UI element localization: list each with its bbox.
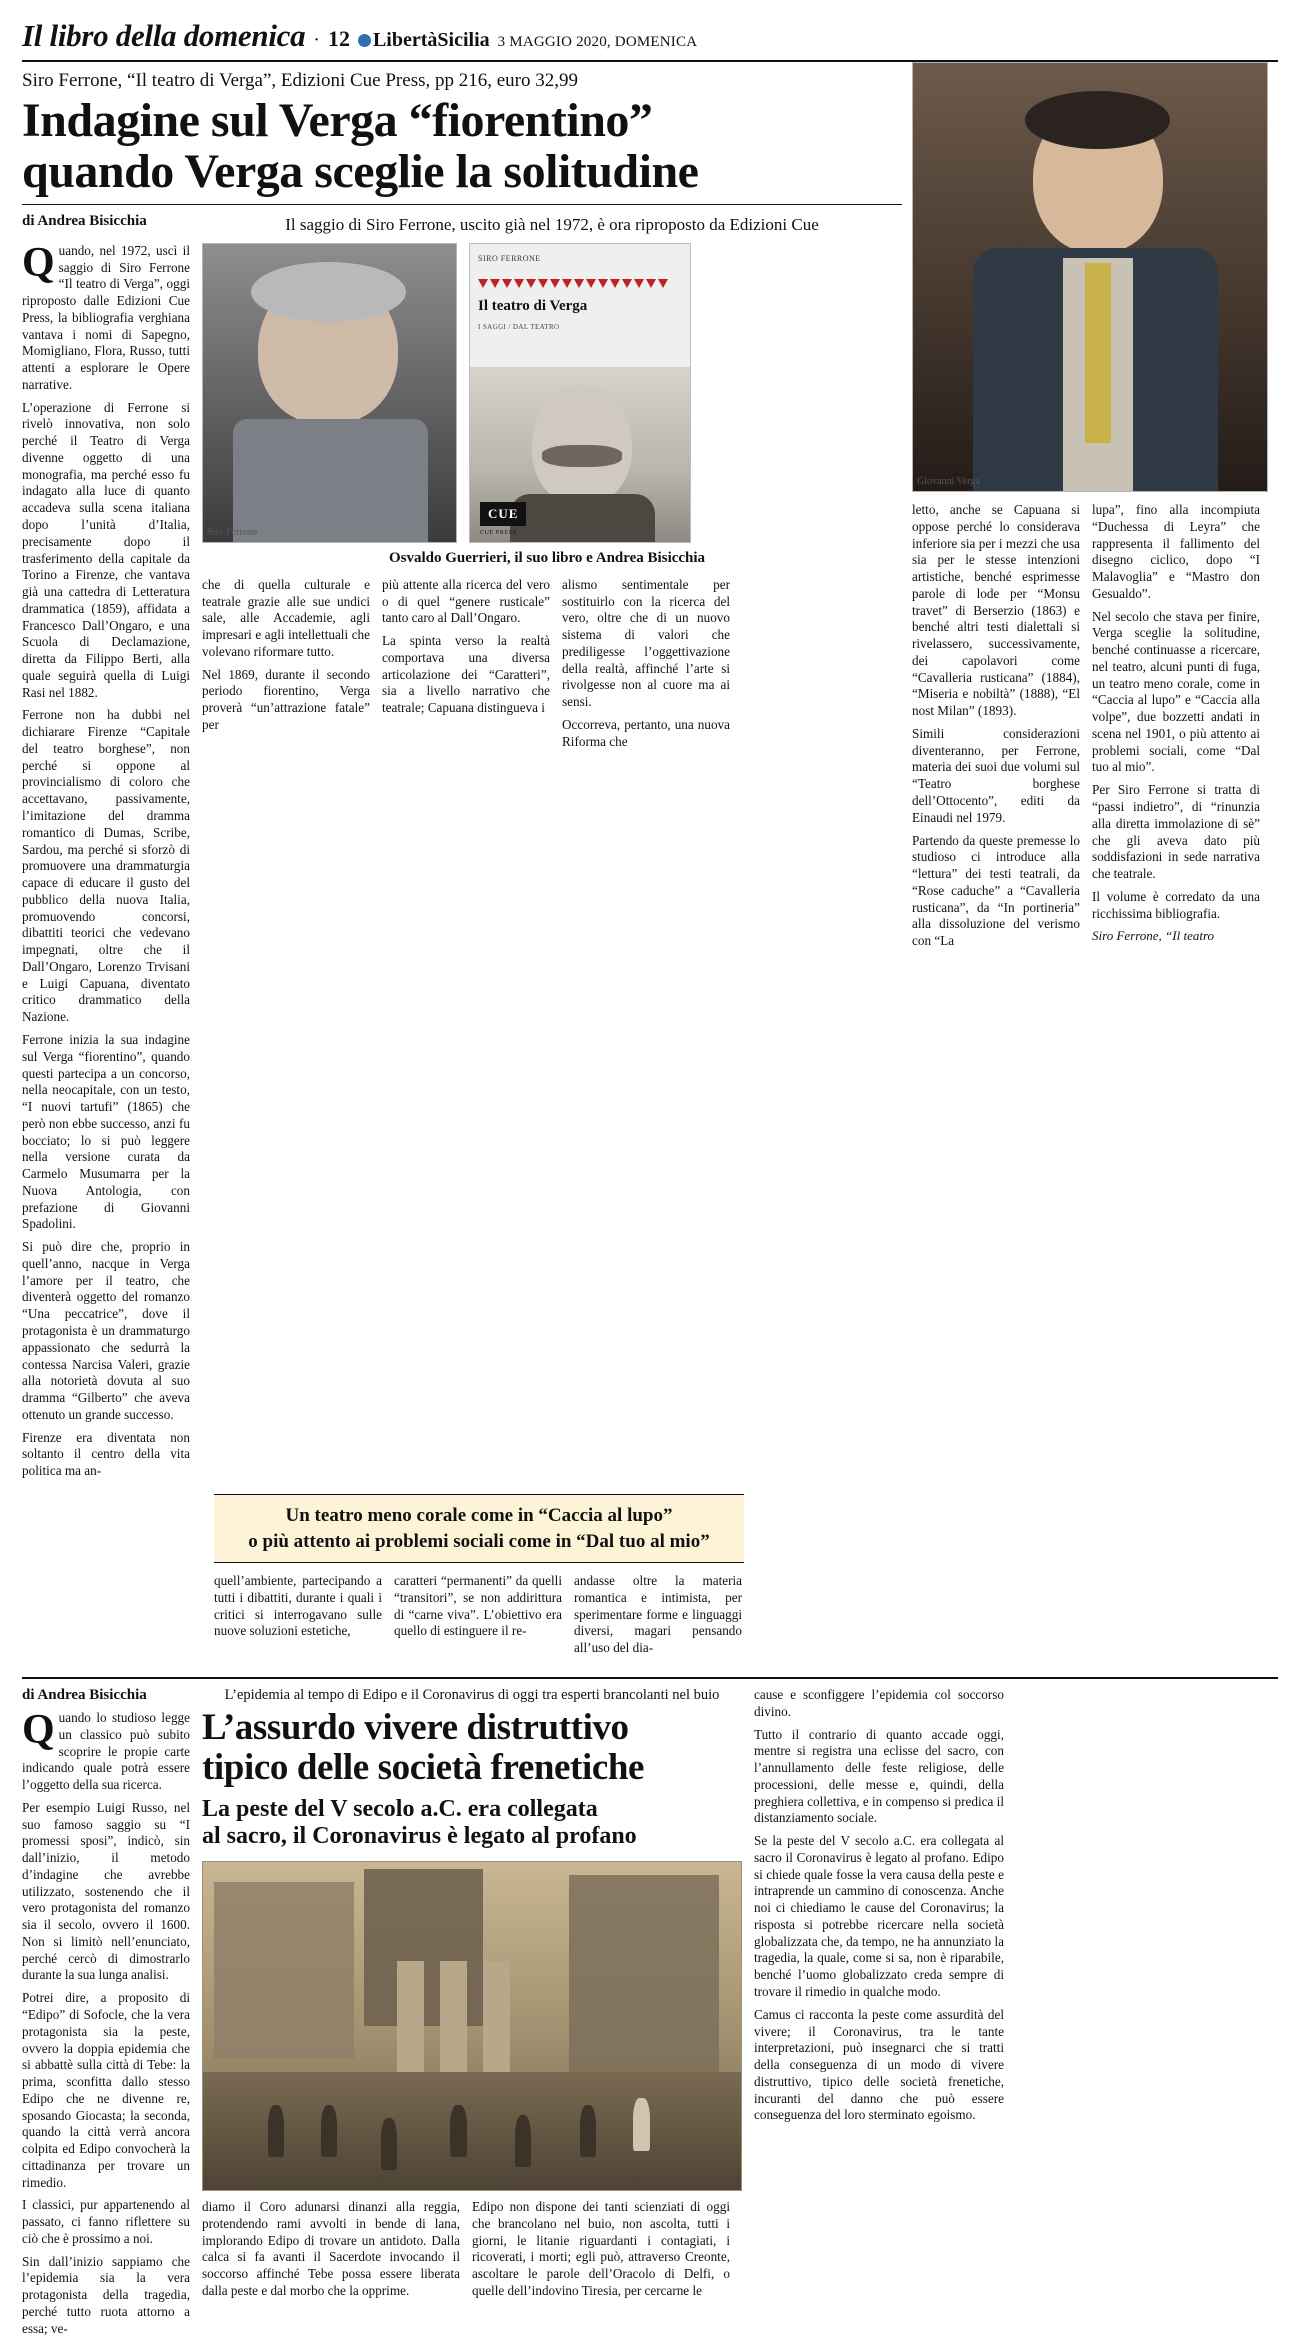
cover-decoration (478, 279, 682, 288)
article-headline (22, 96, 902, 198)
paragraph: I classici, pur appartenendo al passato, ci fanno riflettere su ciò che è prossimo a noi. (22, 2197, 190, 2246)
paragraph: Occorreva, pertanto, una nuova Riforma che (562, 716, 730, 749)
paragraph: Sin dall’inizio sappiamo che l’epidemia sia la vera protagonista della tragedia, perché tutto ruota attorno a essa; ve- (22, 2253, 190, 2336)
article2-headline (202, 1708, 742, 1788)
book-author: SIRO FERRONE (478, 253, 541, 263)
brand-name-first: Libertà (372, 29, 438, 51)
paragraph: Il volume è corredato da una ricchissima bibliografia. (1092, 888, 1260, 921)
paragraph: cause e sconfiggere l’epidemia col soccorso divino. (754, 1686, 1004, 1719)
photo-label: Siro Ferrone (207, 526, 258, 538)
paragraph: alismo sentimentale per sostituirlo con la ricerca del vero, oltre che di un nuovo sistema di valori che prediligesse l’oggettivazione della realtà, affinché l’arte si rivolgesse non al cuore ma ai sensi. (562, 576, 730, 710)
photo-siro-ferrone (202, 243, 457, 543)
body-column-5 (912, 502, 1080, 956)
masthead-title: Il libro della domenica (22, 18, 306, 53)
paragraph: più attente alla ricerca del vero o di quel “genere rusticale” tanto caro al Dall’Ongaro. (382, 576, 550, 626)
photo-caption: Osvaldo Guerrieri, il suo libro e Andrea Bisicchia (388, 549, 706, 566)
paragraph: andasse oltre la materia romantica e intimista, per sperimentare forme e linguaggi diversi, magari pensando all’uso del dia- (574, 1573, 742, 1656)
paragraph: Per Siro Ferrone si tratta di “passi indietro”, di “rinunzia alla diretta immolazione di sè” che gli aveva dato più soddisfazioni in sede narrativa che teatrale. (1092, 782, 1260, 882)
subhead-line-2: al sacro, il Coronavirus è legato al profano (202, 1823, 637, 1850)
paragraph: Partendo da queste premesse lo studioso ci introduce alla “lettura” dei testi teatrali, da “Rose caduche” a “Cavalleria rusticana”, da “In portineria” alla dissoluzione del verismo con “La (912, 832, 1080, 949)
book-series: I SAGGI / DAL TEATRO (478, 322, 560, 331)
paragraph: lupa”, fino alla incompiuta “Duchessa di Leyra” che rappresenta il fallimento del disegno ciclico, dopo “I Malavoglia” e “Mastro don Gesualdo”. (1092, 502, 1260, 601)
paragraph: Si può dire che, proprio in quell’anno, nacque in Verga l’amore per il teatro, che diventerà oggetto del romanzo “Una peccatrice”, dove il protagonista è un drammaturgo appassionato che sedurrà la contessa Narcisa Valeri, grazie alla notorietà dovuta al suo dramma “Gilberto” che aveva ottenuto un grande successo. (22, 1239, 190, 1422)
publication-date: 3 MAGGIO 2020, DOMENICA (497, 34, 698, 50)
brand-name-second: Sicilia (437, 29, 490, 51)
publisher-logo: CUE (480, 502, 526, 526)
body2-column-1 (22, 1706, 190, 2338)
paragraph: Edipo non dispone dei tanti scienziati di oggi che brancolano nel buio, non ascolta, tutti i giorni, le litanie riguardanti i contagiati, i ricoverati, i morti; egli può, attraverso Creonte, ascoltare le parole dell’Oracolo di Delfi, o quelle dell’indovino Tiresia, per cercarne le (472, 2199, 730, 2298)
paragraph: Quando, nel 1972, uscì il saggio di Siro Ferrone “Il teatro di Verga”, oggi riproposto dalle Edizioni Cue Press, la bibliografia verghiana vantava i nomi di Sapegno, Momigliano, Flora, Russo, tutti attenti a esplorare le Opere narrative. (22, 239, 190, 392)
body-column-4-cont (574, 1573, 742, 1663)
body2-column-2 (202, 2199, 460, 2306)
body-column-4 (562, 577, 730, 757)
body-column-3-cont (394, 1573, 562, 1663)
paragraph: Simili considerazioni diventeranno, per Ferrone, materia dei suoi due volumi sul “Teatro borghese dell’Ottocento”, editi da Einaudi nel 1979. (912, 725, 1080, 825)
paragraph: Tutto il contrario di quanto accade oggi, mentre si registra una eclisse del sacro, con l’annullamento delle feste religiose, delle processioni, delle messe e, quindi, della preghiera collettiva, e in compenso si predica il distanziamento sociale. (754, 1726, 1004, 1826)
globe-icon (358, 34, 371, 47)
paragraph: quell’ambiente, partecipando a tutti i dibattiti, durante i quali i critici si interrogavano sulle nuove soluzioni estetiche, (214, 1573, 382, 1639)
paragraph: L’operazione di Ferrone si rivelò innovativa, non solo perché il Teatro di Verga divenne oggetto di una monografia, ma perché esso fu indagato alla luce di quanto accadeva sulla scena italiana dopo l’unità d’Italia, precisamente dopo il trasferimento della capitale da Torino a Firenze, che vantava già una cattedra di Letteratura drammatica (1859), affidata a Francesco Dall’Ongaro, e una Scuola di Declamazione, diretta da Filippo Berti, alla quale seguirà quella di Luigi Rasi nel 1882. (22, 399, 190, 700)
book-title: Il teatro di Verga (478, 297, 588, 314)
subhead-line-1: La peste del V secolo a.C. era collegata (202, 1795, 598, 1822)
standfirst-2: L’epidemia al tempo di Edipo e il Coronavirus di oggi tra esperti brancolanti nel buio (224, 1686, 720, 1703)
section-divider (22, 1677, 1278, 1679)
photo-label: Giovanni Verga (917, 476, 980, 487)
headline2-line-2: tipico delle società frenetiche (202, 1746, 645, 1788)
paragraph: Firenze era diventata non soltanto il centro della vita politica ma an- (22, 1429, 190, 1479)
headline-line-1: Indagine sul Verga “fiorentino” (22, 94, 653, 147)
paragraph: letto, anche se Capuana si oppose perché lo considerava inferiore sia per i mezzi che usa sia per le stesse intenzioni artistiche, benché esprimesse parole di lode per “Monsu travet” di Berserzio (1863) e benché altri testi dialettali si rivelassero, successivamente, dei capolavori come “Cavalleria rusticana” (1884), “Miseria e nobiltà” (1888), “El nost Milan” (1893). (912, 502, 1080, 719)
paragraph: Camus ci racconta la peste come assurdità del vivere; il Coronavirus, tra le tante interpretazioni, può insegnarci che si tratti della conseguenza di un modo di vivere distruttivo, tipico delle società frenetiche, incuranti del danno che può essere conseguenza del loro sterminato egoismo. (754, 2006, 1004, 2123)
article-main (22, 62, 1278, 1486)
headline-line-2: quando Verga sceglie la solitudine (22, 144, 699, 198)
byline-2: di Andrea Bisicchia (22, 1686, 147, 1703)
paragraph: Nel 1869, durante il secondo periodo fiorentino, Verga proverà “un’attrazione fatale” per (202, 666, 370, 732)
body-column-6 (1092, 502, 1260, 956)
right-column (912, 62, 1268, 1486)
article-kicker: Siro Ferrone, “Il teatro di Verga”, Edizioni Cue Press, pp 216, euro 32,99 (22, 70, 578, 91)
publisher-sub: CUE PRESS (480, 529, 517, 536)
book-cover (469, 243, 691, 543)
brand-logo (358, 29, 490, 52)
paragraph: Se la peste del V secolo a.C. era collegata al sacro il Coronavirus è legato al profano. Edipo si chiede quale fosse la vera causa della peste e intraprende un cammino di conoscenza. Anche noi ci chiediamo le cause del Coronavirus; la risposta si potrebbe ricercare nella società globalizzata che, da tempo, ne ha annunziato la tragedia, la quale, come si sa, non è riparabile, benché l’uomo globalizzato creda sempre di trovare il rimedio in qualche modo. (754, 1833, 1004, 1999)
paragraph: caratteri “permanenti” da quelli “transitori”, se non addirittura di “carne viva”. L’obiettivo era quello di estinguere il re- (394, 1573, 562, 1639)
pull-quote (214, 1494, 744, 1563)
standfirst: Il saggio di Siro Ferrone, uscito già nel 1972, è ora riproposto da Edizioni Cue (285, 214, 819, 234)
pull-quote-line-1: Un teatro meno corale come in “Caccia al lupo” (285, 1504, 673, 1526)
painting-plague (202, 1861, 742, 2191)
headline-rule (22, 204, 902, 205)
masthead (22, 18, 1278, 56)
body-column-2 (202, 577, 370, 757)
pull-quote-line-2: o più attento ai problemi sociali come in “Dal tuo al mio” (248, 1530, 710, 1552)
paragraph: Ferrone inizia la sua indagine sul Verga “fiorentino”, quando questi partecipa a un concorso, nella neocapitale, con un testo, “I nuovi tartufi” (1865) che però non ebbe successo, anzi fu bocciato; lo si può leggere nella versione curata da Carmelo Musumarra per la Nuova Antologia, con prefazione di Giovanni Spadolini. (22, 1031, 190, 1232)
masthead-separator: · (313, 29, 320, 51)
byline: di Andrea Bisicchia (22, 212, 147, 229)
paragraph: che di quella culturale e teatrale grazie alle sue undici sale, alle Accademie, agli impresari e agli intellettuali che volevano riformare tutto. (202, 576, 370, 659)
page-number: 12 (327, 26, 350, 51)
body-column-1 (22, 239, 190, 1486)
paragraph: Potrei dire, a proposito di “Edipo” di Sofocle, che la vera protagonista sia la peste, ovvero la doppia epidemia che si abbattè sulla città di Tebe: la prima, sconfitta dallo stesso Edipo che ne divenne re, sposando Giocasta; la seconda, quando la città verrà ancora colpita ed Edipo convocherà la cittadinanza per trovare un rimedio. (22, 1990, 190, 2190)
paragraph: Nel secolo che stava per finire, Verga sceglie la solitudine, benché continuasse a ricercare, nel teatro, alcuni punti di fuga, un teatro meno corale, come in “Caccia al lupo” e “Caccia alla volpe”, due bozzetti andati in scena nel 1901, o più attento ai problemi sociali, come “Dal tuo al mio”. (1092, 608, 1260, 775)
body2-column-3 (472, 2199, 730, 2306)
paragraph: diamo il Coro adunarsi dinanzi alla reggia, protendendo rami avvolti in bende di lana, implorando Edipo di trovare un antidoto. Dalla calca si fa avanti il Sacerdote invocando il soccorso affinché Tebe possa essere liberata dalla peste e dal morbo che la opprime. (202, 2199, 460, 2298)
body2-column-4 (754, 1687, 1004, 2124)
photo-author-portrait (912, 62, 1268, 492)
article-footer-note: Siro Ferrone, “Il teatro (1092, 928, 1215, 944)
article-secondary (22, 1687, 1278, 2344)
headline2-line-1: L’assurdo vivere distruttivo (202, 1706, 629, 1748)
paragraph: Ferrone non ha dubbi nel dichiarare Firenze “Capitale del teatro borghese”, non perché si oppone al provincialismo di coloro che accettavano, passivamente, l’imitazione del dramma romantico di Dumas, Scribe, Sardou, ma perché si sforzò di promuovere una drammaturgia capace di educare il gusto del pubblico della nuova Italia, promuovendo concorsi, dibattiti teorici che vedevano impegnati, oltre che il Dall’Ongaro, Lorenzo Trvisani e Luigi Capuana, diventato critico drammatico della Nazione. (22, 707, 190, 1025)
paragraph: La spinta verso la realtà comportava una diversa articolazione dei “Caratteri”, sia a livello narrativo che teatrale; Capuana distingueva i (382, 633, 550, 716)
paragraph: Per esempio Luigi Russo, nel suo famoso saggio su “I promessi sposi”, indicò, sin dall’inizio, il metodo d’indagine che avrebbe utilizzato, sostenendo che il vero protagonista del romanzo sia il secolo, ovvero il 1600. Non si limitò nell’enunciato, perché cercò di dimostrarlo durante la sua lunga analisi. (22, 1799, 190, 1983)
article2-subhead (202, 1796, 742, 1851)
paragraph: Quando lo studioso legge un classico può subito scoprire le propie carte indicando quale potrà essere l’oggetto della sua ricerca. (22, 1706, 190, 1793)
body-column-3 (382, 577, 550, 757)
body-column-2-cont (214, 1573, 382, 1663)
